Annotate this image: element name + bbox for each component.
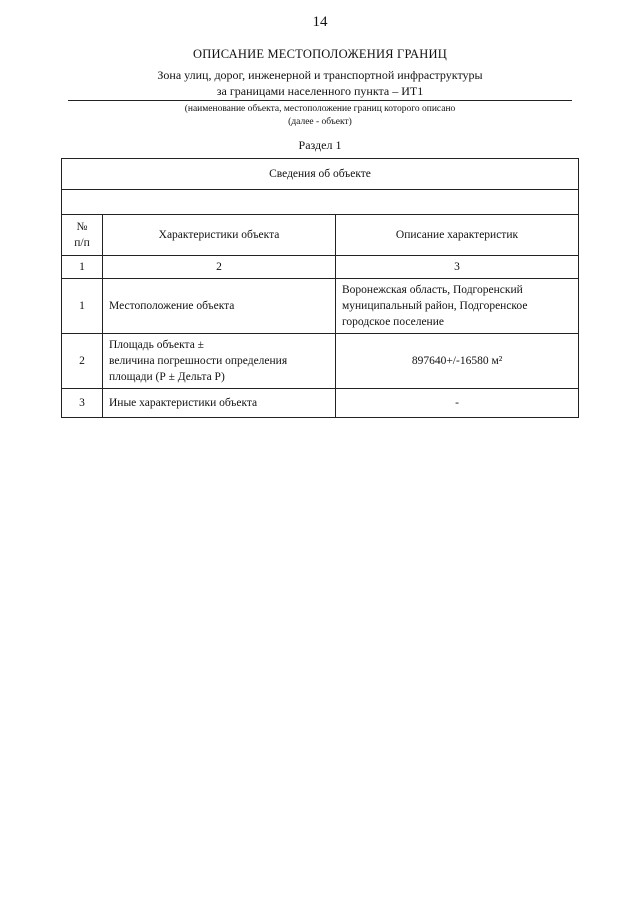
table-title: Сведения об объекте xyxy=(62,159,579,190)
header-number-line-2: п/п xyxy=(74,237,90,249)
object-name-line-1: Зона улиц, дорог, инженерной и транспортной инфраструктуры xyxy=(157,68,483,82)
row-characteristic: Иные характеристики объекта xyxy=(103,389,336,418)
header-description: Описание характеристик xyxy=(336,215,579,256)
row-description: 897640+/-16580 м² xyxy=(336,334,579,389)
object-name xyxy=(68,67,572,101)
table-header-row xyxy=(62,215,579,256)
table-title-row xyxy=(62,159,579,190)
row-description-line: Воронежская область, Подгоренский xyxy=(342,284,523,296)
header-characteristics: Характеристики объекта xyxy=(103,215,336,256)
table-blank-row xyxy=(62,190,579,215)
row-number: 1 xyxy=(62,279,103,334)
row-description-line: муниципальный район, Подгоренское xyxy=(342,300,528,312)
row-number: 2 xyxy=(62,334,103,389)
table-blank-cell xyxy=(62,190,579,215)
row-description xyxy=(336,279,579,334)
column-index: 2 xyxy=(103,256,336,279)
header-number xyxy=(62,215,103,256)
row-characteristic xyxy=(103,334,336,389)
row-characteristic: Местоположение объекта xyxy=(103,279,336,334)
row-number: 3 xyxy=(62,389,103,418)
table-row xyxy=(62,279,579,334)
caption-line-2: (далее - объект) xyxy=(288,117,352,127)
column-index: 3 xyxy=(336,256,579,279)
document-title: ОПИСАНИЕ МЕСТОПОЛОЖЕНИЯ ГРАНИЦ xyxy=(193,47,447,61)
object-caption xyxy=(0,103,640,129)
header-number-line-1: № xyxy=(76,221,88,233)
column-index: 1 xyxy=(62,256,103,279)
table-row xyxy=(62,334,579,389)
row-description-line: городское поселение xyxy=(342,316,444,328)
row-description: - xyxy=(336,389,579,418)
object-name-line-2: за границами населенного пункта – ИТ1 xyxy=(216,84,424,98)
table-row xyxy=(62,389,579,418)
caption-line-1: (наименование объекта, местоположение границ которого описано xyxy=(184,104,456,114)
row-characteristic-line: Площадь объекта ± xyxy=(109,339,204,351)
row-characteristic-line: величина погрешности определения xyxy=(109,355,288,367)
object-info-table xyxy=(61,158,579,418)
page-number: 14 xyxy=(312,14,328,30)
row-characteristic-line: площади (Р ± Дельта Р) xyxy=(109,371,225,383)
column-index-row xyxy=(62,256,579,279)
section-title: Раздел 1 xyxy=(298,138,342,152)
